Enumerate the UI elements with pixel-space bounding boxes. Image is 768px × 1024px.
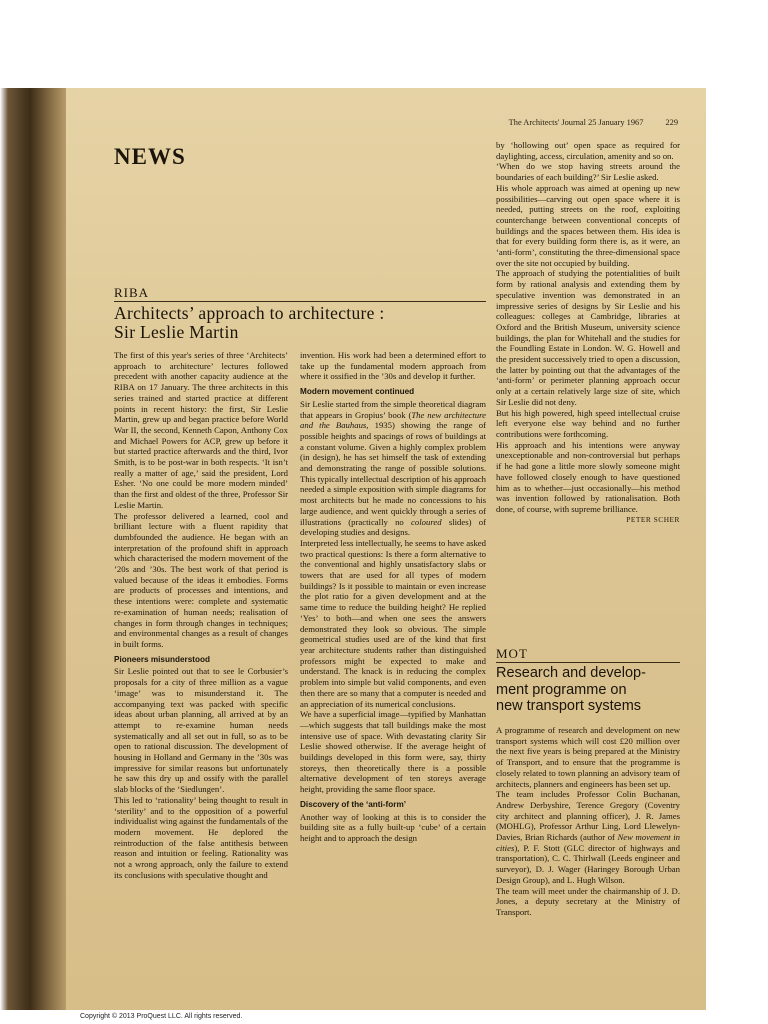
text-run: Sir Leslie started from the simple theoretical diagram that appears in Gropius’ book ( [300, 398, 486, 420]
paragraph: by ‘hollowing out’ open space as required for daylighting, access, circulation, amenity and so on. [496, 140, 680, 161]
paragraph: But his high powered, high speed intellectual cruise left everyone else way behind and no further contributions were forthcoming. [496, 407, 680, 439]
mot-label: MOT [496, 646, 528, 661]
subheading-anti-form: Discovery of the ‘anti-form’ [300, 799, 407, 809]
paragraph: The approach of studying the potentialities of built form by rational analysis and extending them by speculative invention was demonstrated in an impressive series of designs by Sir Leslie and his colleagues: colleges at Cambridge, libraries at Oxford and the British Museum, university science buildings, the plan for Whitehall and the studies for the Foundling Estate in London. W. G. Howell and the president successively tried to open a discussion, the latter by pointing out that the advantages of the ‘anti-form’ or perimeter planning approach occur only at a certain relatively large size of site, which Sir Leslie did not deny. [496, 268, 680, 407]
paragraph: The team will meet under the chairmanship of J. D. Jones, a deputy secretary at the Ministry of Transport. [496, 885, 680, 917]
book-title: New movement in cities [496, 832, 680, 853]
byline: PETER SCHER [626, 514, 680, 524]
journal-page [66, 88, 706, 1010]
paragraph: Sir Leslie pointed out that to see le Corbusier’s proposals for a city of three million as a vague ‘image’ was to misunderstand it. The accompanying text was packed with specific ideas about urban planning, all arrived at by an attempt to re-examine human needs systematically and all set out in full, so as to be open to rational discussion. The development of housing in Holland and Germany in the ’30s was impressive for similar reasons but unfortunately he saw this dry up and ossify with the parallel slab blocks of the ‘Siedlungen’. [114, 666, 288, 795]
paragraph: Another way of looking at this is to consider the building site as a fully built-up ‘cube’ of a certain height and to approach the design [300, 811, 486, 843]
paragraph: ‘When do we stop having streets around the boundaries of each building?’ Sir Leslie asked. [496, 161, 680, 183]
book-spine-shadow [0, 88, 66, 1010]
column-2 [300, 350, 486, 844]
paragraph [300, 399, 486, 538]
running-header [509, 118, 678, 127]
column-3-article-2 [496, 725, 680, 918]
text-run: 1935) showing the range of possible heights and spacings of rows of buildings at a constant volume. Given a highly complex problem (in design), he has set himself the task of extending and demonstrating the range of possible solutions. This typically intellectual description of his approach needed a simple exposition with simple diagrams for most architects but he made no concessions to his large audience, and went quickly through a series of illustrations (practically no [300, 420, 486, 527]
headline-line-1: Research and develop- [496, 665, 646, 681]
paragraph: The professor delivered a learned, cool and brilliant lecture with a fluent rapidity that dumbfounded the audience. He began with an interpretation of the profound shift in approach which characterised the modern movement of the ’20s and ’30s. The best work of that period is valued because of the ideas it embodies. Forms are products of processes and intentions, and these intentions were: complete and systematic re-examination of human needs; realisation of changes in form through changes in techniques; and environmental changes as a result of changes in built forms. [114, 510, 288, 649]
book-title: The new architecture and the Bauhaus, [300, 409, 486, 431]
paragraph [496, 789, 680, 885]
heading-rule [496, 662, 680, 663]
emphasis: coloured [411, 516, 442, 527]
subheading-modern-movement: Modern movement continued [300, 387, 415, 397]
text-run: ), P. F. Stott (GLC director of highways and transportation), C. C. Thirlwall (Leeds engineer and surveyor), D. J. Wager (Haringey Borough Urban Design Group), and L. Hugh Wilson. [496, 842, 680, 885]
column-1 [114, 350, 288, 880]
riba-label: RIBA [114, 285, 150, 300]
article2-headline [496, 665, 686, 715]
headline-line-2: Sir Leslie Martin [114, 322, 239, 342]
paragraph: A programme of research and development on new transport systems which will cost £20 million over the next five years is being prepared at the Ministry of Transport, and to ensure that the programme is closely related to town planning an advisory team of architects, planners and engineers has been set up. [496, 725, 680, 789]
section-title: NEWS [114, 144, 186, 169]
article1-headline [114, 304, 494, 342]
paragraph: The first of this year's series of three ‘Architects’ approach to architecture’ lectures followed precedent with another capacity audience at the RIBA on 17 January. The three architects in this series trained and started practice at different points in recent history: the first, Sir Leslie Martin, grew up and began practice before World War II, the second, Kenneth Capon, Anthony Cox and Michael Powers for ACP, grew up before it but started practice afterwards and the third, Ivor Smith, is to be post-war in both respects. ‘It isn’t really a matter of age,’ said the president, Lord Esher. ‘No one could be more modern minded’ than the first and oldest of the three, Professor Sir Leslie Martin. [114, 350, 288, 510]
paragraph: His approach and his intentions were anyway unexceptionable and non-controversial but perhaps if he had gone a little more slowly someone might have followed closely enough to have questioned him as to whether—just occasionally—his method was invention followed by rationalisation. Both done, of course, with supreme brilliance. [496, 439, 680, 514]
page-number: 229 [665, 118, 678, 127]
paragraph: invention. His work had been a determined effort to take up the fundamental modern approach from where it ossified in the ’30s and develop it further. [300, 350, 486, 382]
text-run: The team includes Professor Colin Buchanan, Andrew Derbyshire, Terence Gregory (Coventry city architect and planning officer), J. R. James (MOHLG), Professor Arthur Ling, Lord Llewelyn-Davies, Brian Richards (author of [496, 789, 680, 843]
paragraph: His whole approach was aimed at opening up new possibilities—carving out open space where it is needed, putting streets on the roof, exploiting counterchange between conventional concepts of buildings and the spaces between them. His idea is that for every building form there is, as it were, an ‘anti-form’, constituting the three-dimensional space over the site not occupied by building. [496, 182, 680, 268]
paragraph: This led to ‘rationality’ being thought to result in ‘sterility’ and to the opposition of a powerful individualist wing against the fundamentals of the modern movement. He deplored the reintroduction of the false antithesis between reason and intuition or feeling. Rationality was not a wrong approach, only the failure to extend its conclusions with speculative thought and [114, 794, 288, 880]
paragraph: Interpreted less intellectually, he seems to have asked two practical questions: Is there a form alternative to the conventional and highly unsatisfactory slabs or towers that are used for all types of modern buildings? Is it possible to maintain or even increase the plot ratio for a given development and at the same time to reduce the building height? He replied ‘Yes’ to both—and when one sees the answers demonstrated they look so obvious. The simple geometrical studies used are of the kind that first year architecture students rather than distinguished professors might be expected to make and understand. The knack is in reducing the complex problem into simple but valid components, and even then there are so many that a computer is needed and an appreciation of its numerical conclusions. [300, 537, 486, 709]
heading-rule [114, 301, 486, 302]
headline-line-2: ment programme on [496, 681, 627, 698]
journal-issue: The Architects' Journal 25 January 1967 [508, 118, 644, 127]
column-3 [496, 140, 680, 525]
headline-line-1: Architects’ approach to architecture : [114, 303, 385, 323]
copyright-notice: Copyright © 2013 ProQuest LLC. All rights reserved. [80, 1013, 243, 1020]
paragraph: We have a superficial image—typified by Manhattan—which suggests that tall buildings make the most intensive use of space. With devastating clarity Sir Leslie showed otherwise. If the average height of buildings developed in this form were, say, thirty storeys, then theoretically there is a possible alternative development of ten storeys average height, providing the same floor space. [300, 709, 486, 795]
headline-line-3: new transport systems [496, 698, 642, 714]
subheading-pioneers: Pioneers misunderstood [114, 654, 210, 664]
text-run: slides) of developing studies and designs. [300, 516, 486, 538]
